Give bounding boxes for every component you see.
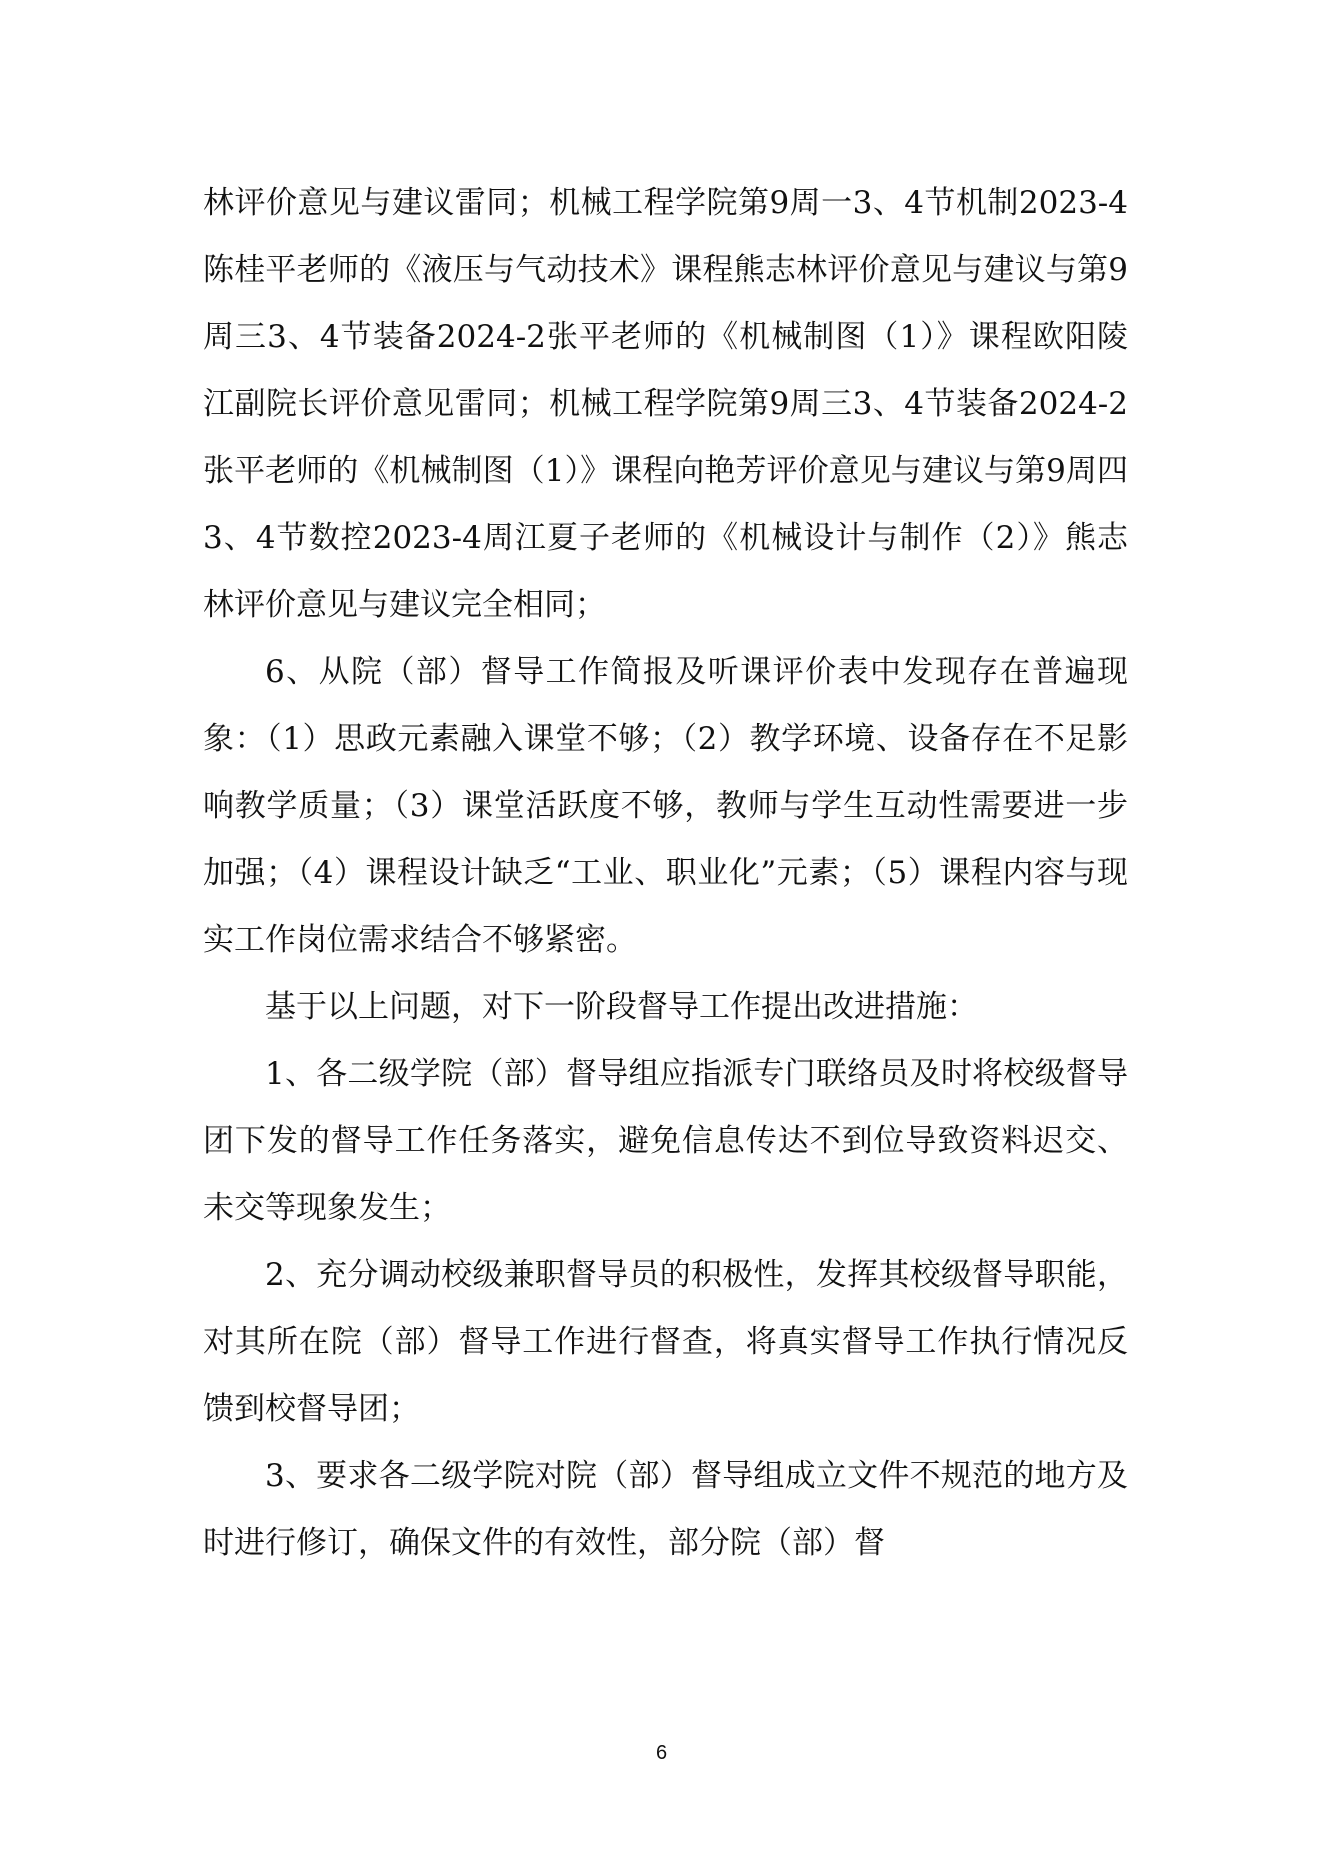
document-body [203, 170, 1128, 1577]
page-number: 6 [655, 1742, 668, 1764]
paragraph-measure-2: 2、充分调动校级兼职督导员的积极性，发挥其校级督导职能，对其所在院（部）督导工作进行督查，将真实督导工作执行情况反馈到校督导团； [203, 1257, 1128, 1427]
paragraph-measure-3: 3、要求各二级学院对院（部）督导组成立文件不规范的地方及时进行修订，确保文件的有效性，部分院（部）督 [203, 1458, 1128, 1561]
paragraph-continued-evaluation: 林评价意见与建议雷同；机械工程学院第9周一3、4节机制2023-4陈桂平老师的《液压与气动技术》课程熊志林评价意见与建议与第9周三3、4节装备2024-2张平老师的《机械制图（1）》课程欧阳陵江副院长评价意见雷同；机械工程学院第9周三3、4节装备2024-2张平老师的《机械制图（1）》课程向艳芳评价意见与建议与第9周四3、4节数控2023-4周江夏子老师的《机械设计与制作（2）》熊志林评价意见与建议完全相同； [203, 185, 1128, 623]
paragraph-measure-1: 1、各二级学院（部）督导组应指派专门联络员及时将校级督导团下发的督导工作任务落实，避免信息传达不到位导致资料迟交、未交等现象发生； [203, 1056, 1128, 1226]
paragraph-item-6: 6、从院（部）督导工作简报及听课评价表中发现存在普遍现象：（1）思政元素融入课堂不够；（2）教学环境、设备存在不足影响教学质量；（3）课堂活跃度不够，教师与学生互动性需要进一步加强；（4）课程设计缺乏“工业、职业化”元素；（5）课程内容与现实工作岗位需求结合不够紧密。 [203, 654, 1128, 958]
paragraph-improvement-intro: 基于以上问题，对下一阶段督导工作提出改进措施： [265, 989, 978, 1025]
